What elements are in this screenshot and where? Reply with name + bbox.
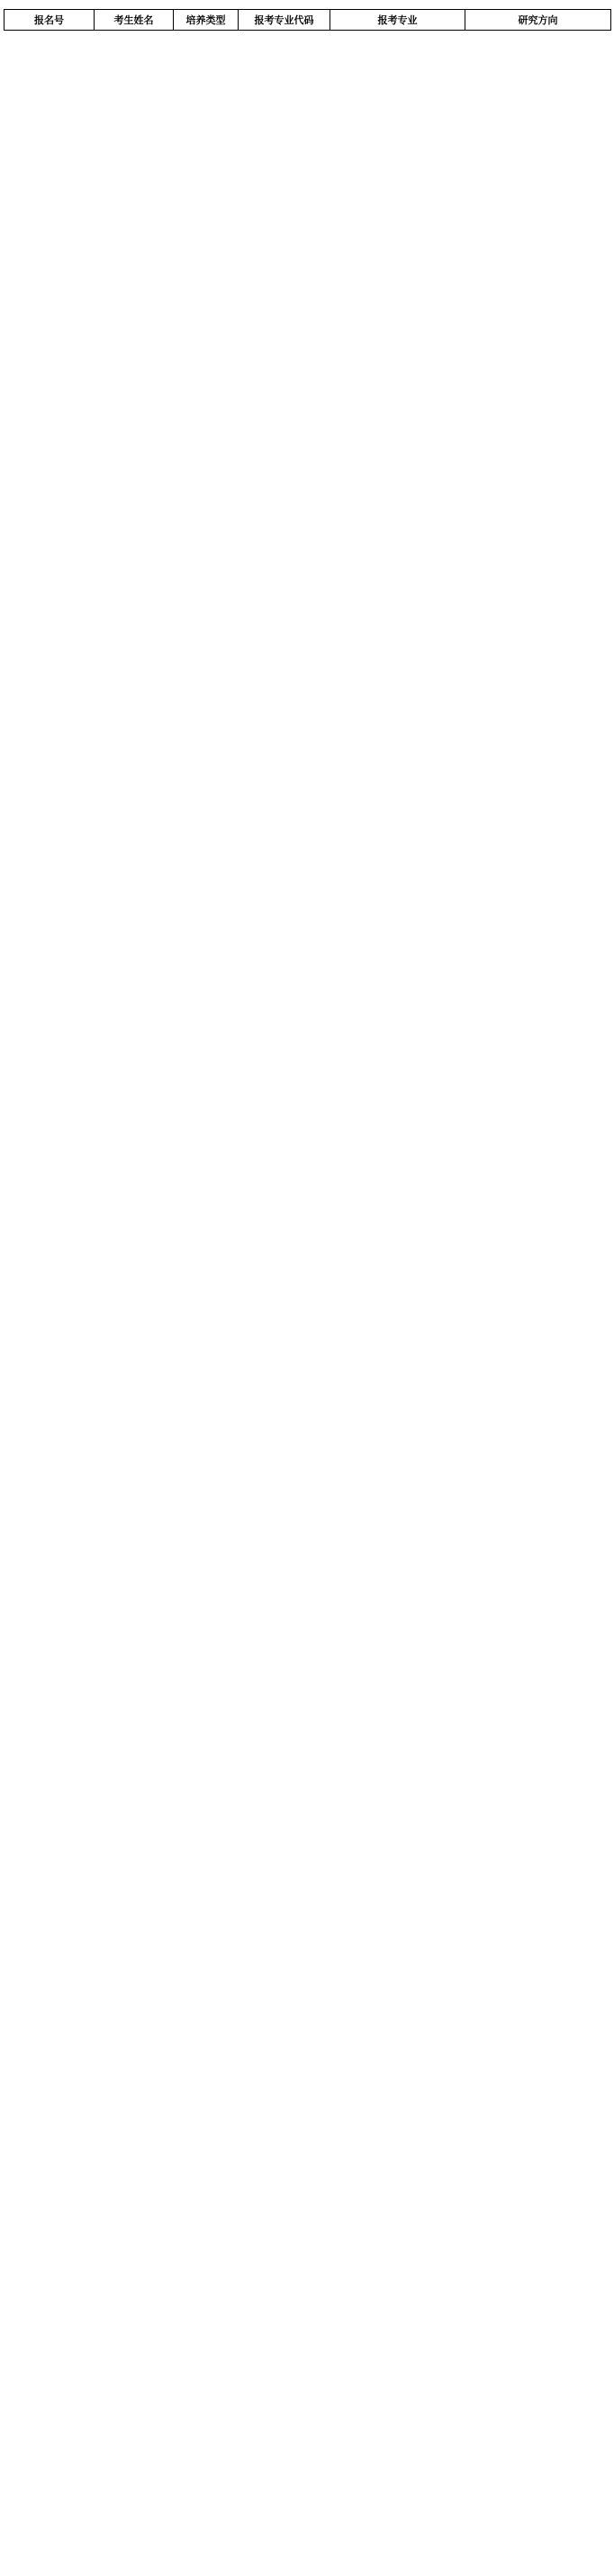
table-header-row (5, 10, 611, 31)
header-registration-number: 报名号 (5, 10, 95, 31)
header-major-code: 报考专业代码 (239, 10, 330, 31)
document-page (0, 0, 614, 38)
header-training-type: 培养类型 (174, 10, 239, 31)
header-major: 报考专业 (330, 10, 465, 31)
header-research-direction: 研究方向 (465, 10, 611, 31)
candidate-table (4, 9, 611, 31)
header-candidate-name: 考生姓名 (95, 10, 174, 31)
